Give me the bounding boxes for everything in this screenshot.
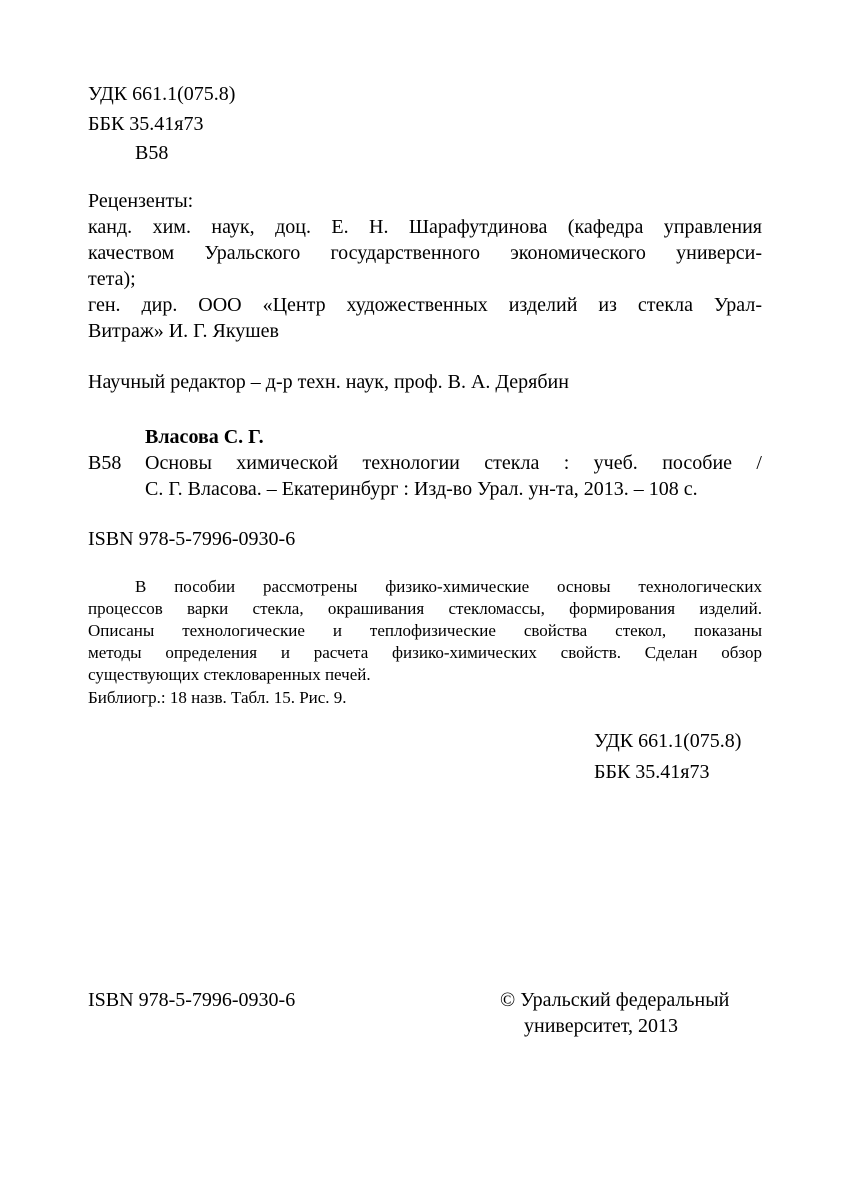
abstract-line-5: существующих стекловаренных печей.	[88, 665, 371, 684]
reviewer-1-line-3: тета);	[88, 268, 136, 290]
bibliographic-line-1: Основы химической технологии стекла : учеб. пособие /	[145, 452, 762, 474]
bbk-code: ББК 35.41я73	[88, 113, 204, 135]
abstract-line-3: Описаны технологические и теплофизические свойства стекол, показаны	[88, 621, 762, 640]
abstract-line-1: В пособии рассмотрены физико-химические основы технологических	[135, 577, 762, 596]
reviewer-1-line-2: качеством Уральского государственного экономического универси-	[88, 242, 762, 264]
bibliography-info: Библиогр.: 18 назв. Табл. 15. Рис. 9.	[88, 688, 347, 707]
isbn-top: ISBN 978-5-7996-0930-6	[88, 528, 296, 550]
copyright-line-1: © Уральский федеральный	[500, 989, 730, 1011]
bbk-code-bottom: ББК 35.41я73	[594, 761, 710, 783]
author-sign: В58	[135, 142, 169, 164]
bibliographic-line-2: С. Г. Власова. – Екатеринбург : Изд-во Урал. ун-та, 2013. – 108 с.	[145, 478, 698, 500]
reviewer-1-line-1: канд. хим. наук, доц. Е. Н. Шарафутдинова (кафедра управления	[88, 216, 762, 238]
reviewer-2-line-1: ген. дир. ООО «Центр художественных изделий из стекла Урал-	[88, 294, 762, 316]
book-author: Власова С. Г.	[145, 426, 264, 448]
reviewer-2-line-2: Витраж» И. Г. Якушев	[88, 320, 279, 342]
abstract-line-4: методы определения и расчета физико-химических свойств. Сделан обзор	[88, 643, 762, 662]
reviewers-title: Рецензенты:	[88, 190, 194, 212]
isbn-bottom: ISBN 978-5-7996-0930-6	[88, 989, 296, 1011]
bibliographic-code: В58	[88, 452, 122, 474]
scientific-editor: Научный редактор – д-р техн. наук, проф. В. А. Дерябин	[88, 371, 569, 393]
udk-code: УДК 661.1(075.8)	[88, 83, 236, 105]
abstract-line-2: процессов варки стекла, окрашивания стекломассы, формирования изделий.	[88, 599, 762, 618]
udk-code-bottom: УДК 661.1(075.8)	[594, 730, 742, 752]
copyright-line-2: университет, 2013	[524, 1015, 679, 1037]
